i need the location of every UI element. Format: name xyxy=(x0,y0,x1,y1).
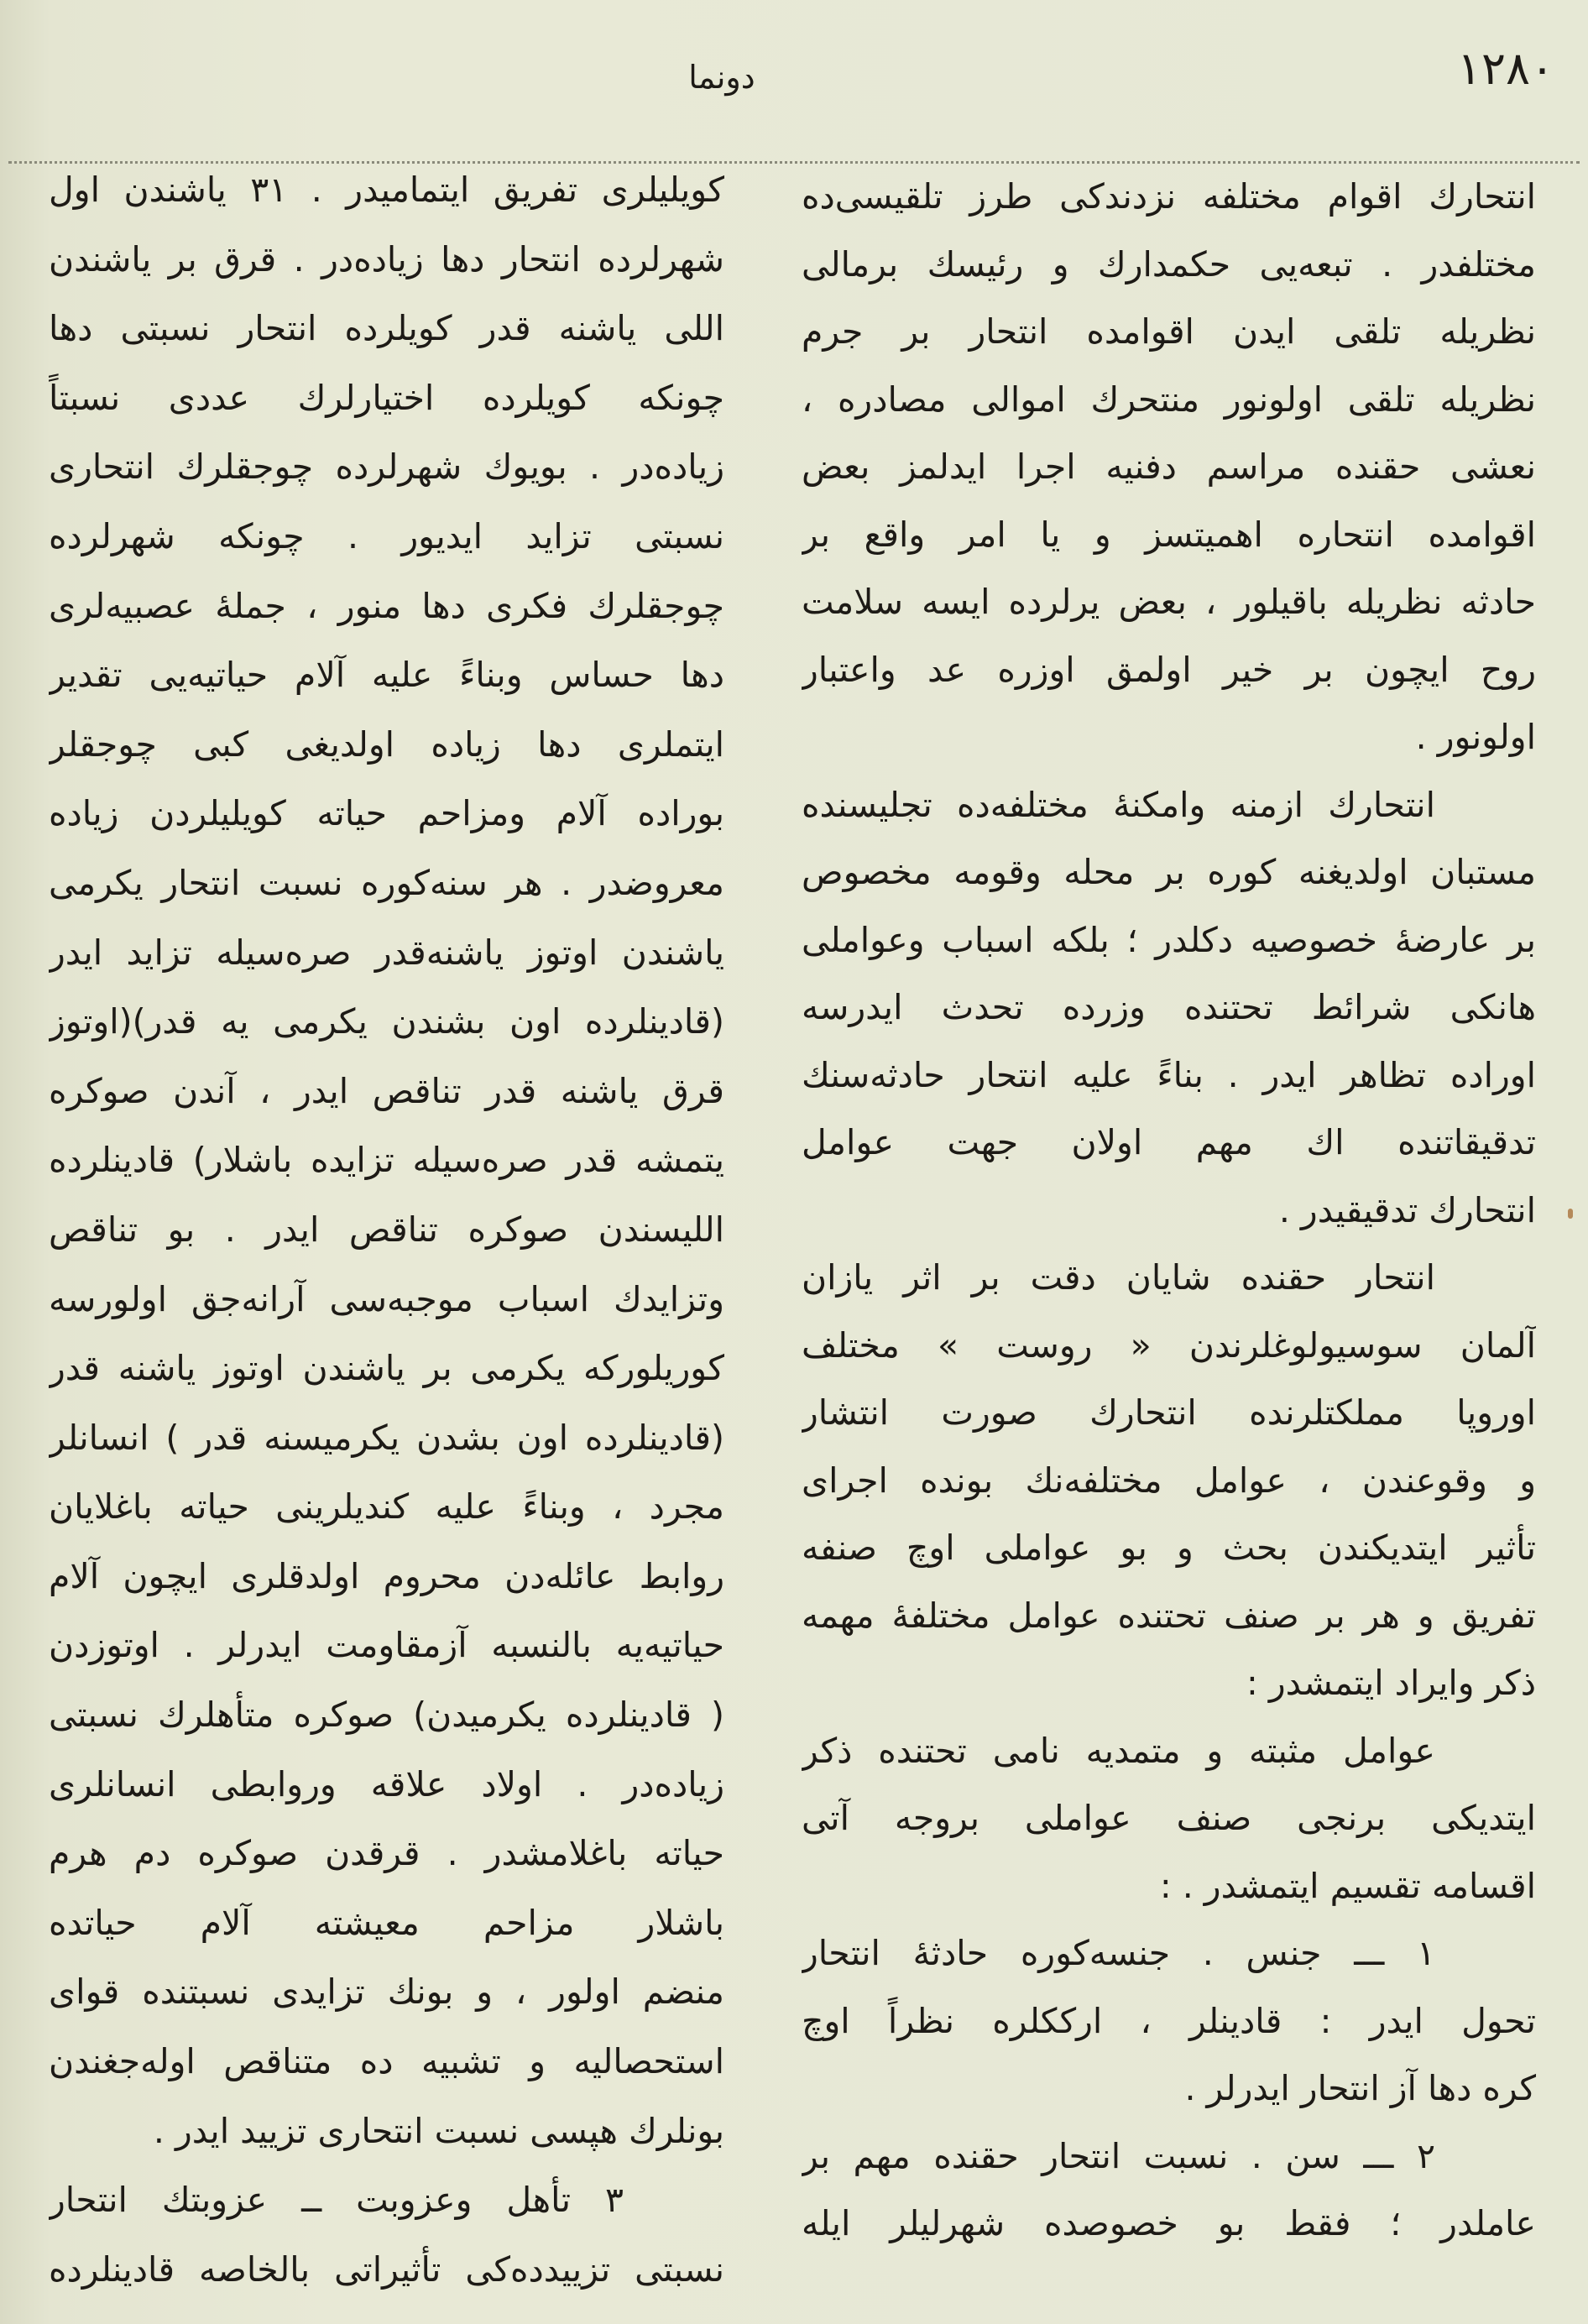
text-line: کره دها آز انتحار ایدرلر . xyxy=(1184,2068,1536,2108)
text-line: منضم اولور ، و بونك تزایدی نسبتنده قوای xyxy=(49,1971,724,2013)
text-line: زیاده‌در . بویوك شهرلرده چوجقلرك انتحاری xyxy=(49,447,724,488)
text-line: ٢ ـــ سن . نسبت انتحار حقنده مهم بر xyxy=(802,2135,1435,2176)
text-line: دها حساس وبناءً علیه آلام حیاتیه‌یی تقدیر xyxy=(49,655,724,696)
text-line: اللیسندن صوکره تناقص ایدر . بو تناقص xyxy=(49,1209,724,1250)
text-line: نظریله تلقی اولونور منتحرك اموالی مصادره ، xyxy=(802,379,1536,420)
text-line: ( قادینلرده یکرمیدن) صوکره متأهلرك نسبتی xyxy=(49,1695,724,1736)
text-line: (قادینلرده اون بشندن یکرمی یه قدر)(اوتوز xyxy=(49,1001,724,1042)
running-title: دونما xyxy=(688,59,755,96)
text-line: روابط عائله‌دن محروم اولدقلری ایچون آلام xyxy=(49,1555,724,1596)
text-line: چونکه کویلرده اختیارلرك عددی نسبتاً xyxy=(49,377,724,418)
text-line: حادثه نظریله باقیلور ، بعض یرلرده ایسه سلامت xyxy=(802,582,1536,622)
text-line: تحول ایدر : قادینلر ، ارککلره نظراً اوچ xyxy=(802,2000,1536,2041)
text-line: بوراده آلام ومزاحم حیاته کویلیلردن زیاده xyxy=(49,793,724,834)
text-line: یاشندن اوتوز یاشنه‌قدر صره‌سیله تزاید ایدر xyxy=(49,932,724,973)
text-line: و وقوعندن ، عوامل مختلفه‌نك بونده اجرای xyxy=(802,1460,1536,1501)
text-line: آلمان سوسیولوغلرندن « روست » مختلف xyxy=(802,1324,1536,1366)
text-line: باشلار مزاحم معیشته آلام حیاتده xyxy=(49,1902,724,1943)
text-line: هانکی شرائط تحتنده وزرده تحدث ایدرسه xyxy=(802,987,1536,1027)
text-line: زیاده‌در . اولاد علاقه وروابطی انسانلری xyxy=(49,1763,724,1804)
text-line: استحصالیه و تشبیه ده متناقص اوله‌جغندن xyxy=(49,2041,724,2082)
text-line: ١ ـــ جنس . جنسه‌کوره حادثهٔ انتحار xyxy=(802,1933,1435,1973)
text-line: نعشی حقنده مراسم دفنیه اجرا ایدلمز بعض xyxy=(802,447,1536,487)
page-number: ١٢٨٠ xyxy=(1456,42,1554,95)
text-line: کوریلورکه یکرمی بر یاشندن اوتوز یاشنه قدر xyxy=(49,1348,724,1389)
text-line: ایتدیکی برنجی صنف عواملی بروجه آتی xyxy=(802,1798,1536,1838)
text-line: بر عارضهٔ خصوصیه دکلدر ؛ بلکه اسباب وعواملی xyxy=(802,919,1536,960)
text-line: اللی یاشنه قدر کویلرده انتحار نسبتی دها xyxy=(49,308,724,349)
text-line: اوراده تظاهر ایدر . بناءً علیه انتحار حادثه‌سنك xyxy=(802,1054,1536,1095)
text-line: چوجقلرك فکری دها منور ، جملهٔ عصبیه‌لری xyxy=(49,585,724,626)
text-line: روح ایچون بر خیر اولمق اوزره عد واعتبار xyxy=(802,649,1536,690)
text-line: مستبان اولدیغنه کوره بر محله وقومه مخصوص xyxy=(802,852,1536,892)
text-line: نسبتی تزییدده‌کی تأثیراتی بالخاصه قادینلرده xyxy=(49,2248,724,2290)
text-line: اولونور . xyxy=(1415,717,1536,757)
text-line: معروضدر . هر سنه‌کوره نسبت انتحار یکرمی xyxy=(49,862,724,903)
text-line: تأثیر ایتدیکندن بحث و بو عواملی اوچ صنفه xyxy=(802,1528,1536,1568)
text-line: انتحارك ازمنه وامکنهٔ مختلفه‌ده تجلیسنده xyxy=(802,784,1435,825)
text-line: انتحارك تدقیقیدر . xyxy=(1278,1189,1536,1230)
text-column-right xyxy=(802,163,1536,2258)
text-line: انتحار حقنده شایان دقت بر اثر یازان xyxy=(802,1257,1435,1298)
text-line: بونلرك هپسی نسبت انتحاری تزیید ایدر . xyxy=(153,2110,724,2151)
text-line: عاملدر ؛ فقط بو خصوصده شهرلیلر ایله xyxy=(802,2203,1536,2243)
text-line: انتحارك اقوام مختلفه نزدندکی طرز تلقیسی‌ده xyxy=(802,176,1536,217)
text-line: وتزایدك اسباب موجبه‌سی آرانه‌جق اولورسه xyxy=(49,1278,724,1319)
text-line: ذکر وایراد ایتمشدر : xyxy=(1246,1663,1536,1703)
text-line: قرق یاشنه قدر تناقص ایدر ، آندن صوکره xyxy=(49,1070,724,1111)
text-line: نظریله تلقی ایدن اقوامده انتحار بر جرم xyxy=(802,311,1536,352)
text-line: حیاتیه‌یه بالنسبه آزمقاومت ایدرلر . اوتوزدن xyxy=(49,1625,724,1666)
text-line: ٣ تأهل وعزوبت ــ عزوبتك انتحار xyxy=(49,2180,624,2221)
text-line: (قادینلرده اون بشدن یکرمیسنه قدر ) انسانلر xyxy=(49,1417,724,1458)
text-line: ایتملری دها زیاده اولدیغی کبی چوجقلر xyxy=(49,723,724,765)
text-line: حیاته باغلامشدر . قرقدن صوکره دم هرم xyxy=(49,1833,724,1874)
text-line: کویلیلری تفریق ایتمامیدر . ٣١ یاشندن اول xyxy=(49,170,724,210)
text-line: یتمشه قدر صره‌سیله تزایده باشلار) قادینلرده xyxy=(49,1140,724,1181)
text-column-left xyxy=(49,155,724,2304)
text-line: اوروپا مملکتلرنده انتحارك صورت انتشار xyxy=(802,1392,1536,1433)
text-line: تفریق و هر بر صنف تحتنده عوامل مختلفهٔ مهمه xyxy=(802,1595,1536,1636)
text-line: مختلفدر . تبعه‌یی حکمدارك و رئیسك برمالی xyxy=(802,243,1536,285)
text-line: مجرد ، وبناءً علیه کندیلرینی حیاته باغلایان xyxy=(49,1486,724,1528)
paper-stain-mark xyxy=(1568,1209,1573,1219)
text-line: تدقیقاتنده اك مهم اولان جهت عوامل xyxy=(802,1122,1536,1162)
text-line: اقوامده انتحاره اهمیتسز و یا امر واقع بر xyxy=(802,514,1536,555)
text-line: نسبتی تزاید ایدیور . چونکه شهرلرده xyxy=(49,515,724,556)
text-line: شهرلرده انتحار دها زیاده‌در . قرق بر یاشندن xyxy=(49,238,724,279)
text-line: اقسامه تقسیم ایتمشدر . : xyxy=(1159,1865,1536,1906)
text-line: عوامل مثبته و متمدیه نامی تحتنده ذکر xyxy=(802,1730,1435,1771)
